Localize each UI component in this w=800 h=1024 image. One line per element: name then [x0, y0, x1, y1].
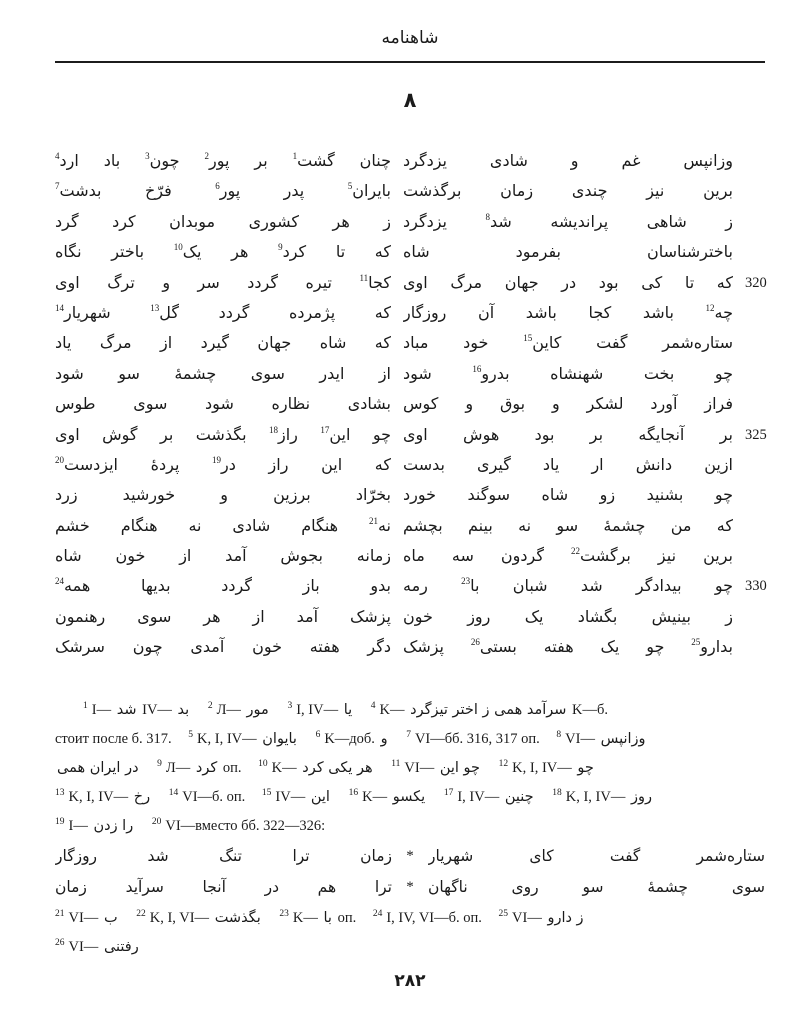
- apparatus-hemistich-left: زمان ترا تنگ شد روزگار: [55, 846, 392, 865]
- verse-number: [745, 237, 767, 267]
- footnote-number: 8: [556, 729, 562, 740]
- apparatus-verse-row: [55, 841, 765, 873]
- apparatus-sigla: K—: [271, 759, 297, 776]
- hemistich-left: چنان گشت$^1$ بر پور$^2$ چون$^3$ باد ارد$^4$: [55, 151, 391, 170]
- apparatus-variant-text: وزانپس: [600, 730, 646, 747]
- footnote-marker: 26: [470, 637, 480, 648]
- apparatus-variant-text: بگذشت: [214, 909, 261, 926]
- hemistich-right: چه$^{12}$ باشد کجا باشد آن روزگار: [403, 302, 733, 322]
- apparatus-sigla: K, I, IV—: [512, 759, 572, 776]
- verse-row: [55, 389, 765, 419]
- apparatus-variant-text: ب: [103, 909, 118, 926]
- verse-row: [55, 632, 765, 662]
- apparatus-variant-text: ز دارو: [547, 909, 584, 926]
- footnote-number: 15: [261, 787, 272, 798]
- footnote-marker: 20: [55, 454, 64, 465]
- verse-row: [55, 207, 765, 237]
- apparatus-sigla: VI—: [404, 759, 435, 776]
- hemistich-left: بشادی نظاره شود سوی طوس: [55, 394, 391, 414]
- verse-row: [55, 511, 765, 541]
- footnote-line: [55, 696, 765, 725]
- apparatus-variant-text: شد: [116, 701, 137, 718]
- footnote-marker: 1: [292, 151, 298, 161]
- apparatus-sigla: Л—: [165, 759, 191, 776]
- footnote-number: 21: [55, 908, 65, 919]
- verse-rows: [55, 146, 765, 663]
- verse-number: [745, 328, 767, 358]
- footnote-number: 2: [207, 700, 213, 711]
- footnote-number: 9: [157, 758, 162, 769]
- verse-number: [745, 541, 767, 571]
- footnote-marker: 9: [278, 242, 283, 253]
- apparatus-sigla: VI—б. оп.: [182, 788, 246, 805]
- hemistich-left: که شاه جهان گیرد از مرگ یاد: [55, 333, 391, 353]
- apparatus-sigla: K, I, IV—: [197, 730, 257, 747]
- apparatus-variant-text: را زدن: [93, 817, 134, 834]
- footnote-marker: 22: [571, 546, 580, 557]
- hemistich-right: برین نیز چندی زمان برگذشت: [403, 181, 733, 201]
- apparatus-sigla: I—: [91, 701, 112, 718]
- hemistich-right: فراز آورد لشکر و بوق و کوس: [403, 394, 733, 414]
- hemistich-left: که پژمرده گردد گل$^{13}$ شهریار$^{14}$: [55, 302, 391, 322]
- hemistich-left: نه$^{21}$ هنگام شادی نه هنگام خشم: [55, 515, 391, 535]
- apparatus-verse-row: [55, 872, 765, 904]
- footnote-line: [55, 725, 765, 754]
- hemistich-left: از ایدر سوی چشمهٔ سو شود: [55, 363, 391, 383]
- apparatus-sigla: оп.: [222, 759, 242, 776]
- apparatus-sigla: K—: [362, 788, 388, 805]
- footnote-marker: 21: [368, 515, 378, 526]
- apparatus-sigla: I, IV—: [457, 788, 500, 805]
- footnote-marker: 5: [347, 181, 353, 192]
- footnote-number: 19: [55, 816, 65, 827]
- footnote-line: [55, 933, 765, 962]
- apparatus-sigla: K, I, IV—: [68, 788, 129, 805]
- verse-number: [745, 389, 767, 419]
- footnote-number: 20: [151, 816, 162, 827]
- footnote-number: 18: [552, 787, 562, 798]
- hemistich-left: کجا$^{11}$ تیره گردد سر و ترگ اوی: [55, 272, 391, 292]
- hemistich-right: ستاره‌شمر گفت کاین$^{15}$ خود مباد: [403, 333, 733, 353]
- hemistich-right: بر آنجایگه بر بود هوش اوی: [403, 424, 733, 444]
- hemistich-right: چو بخت شهنشاه بدرو$^{16}$ شود: [403, 363, 733, 383]
- hemistich-right: ز شاهی پراندیشه شد$^8$ یزدگرد: [403, 211, 733, 231]
- apparatus-sigla: оп.: [337, 909, 357, 926]
- verse-row: [55, 328, 765, 358]
- apparatus-sigla: K—: [379, 701, 405, 718]
- verse-row: [55, 420, 765, 450]
- apparatus-variant-text: روز: [630, 788, 652, 805]
- footnote-number: 25: [498, 908, 509, 919]
- apparatus-sigla: I—: [68, 817, 88, 834]
- verse-number: 320: [745, 274, 767, 291]
- apparatus-variant-text: هر یکی کرد: [302, 759, 373, 776]
- footnote-marker: 18: [268, 424, 278, 435]
- hemistich-right: ز بینیش بگشاد یک روز خون: [403, 606, 733, 626]
- footnote-number: 12: [498, 758, 509, 769]
- apparatus-sigla: VI—: [68, 938, 99, 955]
- footnote-marker: 23: [461, 576, 471, 587]
- footnote-number: 23: [279, 908, 289, 919]
- hemistich-left: ز هر کشوری موبدان کرد گرد: [55, 211, 391, 231]
- apparatus-variant-text: و: [380, 730, 388, 747]
- footnote-line: [55, 754, 765, 783]
- verse-row: [55, 541, 765, 571]
- verse-number: [745, 450, 767, 480]
- apparatus-sigla: I, IV—: [296, 701, 339, 718]
- apparatus-sigla: Л—: [216, 701, 241, 718]
- hemistich-left: که این راز در$^{19}$ پردهٔ ایزدست$^{20}$: [55, 454, 391, 474]
- hemistich-right: باخترشناسان بفرمود شاه: [403, 242, 733, 262]
- apparatus-variant-text: چو این: [439, 759, 481, 776]
- hemistich-left: چو این$^{17}$ راز$^{18}$ بگذشت بر گوش اوی: [55, 424, 391, 444]
- apparatus-sigla: VI—: [68, 909, 99, 926]
- hemistich-left: بدو باز گردد بدیها همه$^{24}$: [55, 576, 391, 596]
- verse-number: [745, 176, 767, 206]
- footnote-marker: 14: [55, 302, 64, 313]
- footnote-marker: 11: [359, 272, 369, 283]
- apparatus-sigla: VI—: [512, 909, 542, 926]
- apparatus-sigla: K, I, IV—: [565, 788, 626, 805]
- verse-number: [745, 298, 767, 328]
- footnote-marker: 17: [320, 424, 330, 435]
- verse-row: [55, 298, 765, 328]
- footnote-marker: 15: [523, 333, 533, 344]
- footnote-line: [55, 783, 765, 812]
- hemistich-right: وزانپس غم و شادی یزدگرد: [403, 151, 733, 170]
- apparatus-variant-text: در ایران همی: [57, 759, 139, 776]
- hemistich-right: برین نیز برگشت$^{22}$ گردون سه ماه: [403, 546, 733, 566]
- apparatus-variant-text: با: [323, 909, 332, 926]
- footnote-marker: 6: [215, 181, 220, 192]
- footnote-line: [55, 904, 765, 933]
- running-header-title: شاهنامه: [381, 28, 439, 48]
- verse-number: [745, 480, 767, 510]
- hemistich-separator-star: *: [406, 879, 414, 896]
- apparatus-hemistich-right: ستاره‌شمر گفت کای شهریار: [428, 846, 765, 865]
- footnote-marker: 2: [204, 151, 209, 161]
- hemistich-left: دگر هفته خون آمدی چون سرشک: [55, 637, 391, 657]
- verse-row: [55, 571, 765, 601]
- footnote-marker: 12: [705, 302, 715, 313]
- footnote-number: 24: [372, 908, 383, 919]
- footnote-number: 26: [55, 937, 65, 948]
- verse-number: [745, 207, 767, 237]
- verse-row: [55, 359, 765, 389]
- footnote-marker: 19: [212, 454, 222, 465]
- apparatus-sigla: VI—вместо бб. 322—326:: [165, 817, 326, 834]
- footnote-number: 14: [168, 787, 179, 798]
- verse-row: [55, 237, 765, 267]
- footnote-number: 13: [55, 787, 65, 798]
- hemistich-separator-star: *: [406, 847, 414, 864]
- apparatus-sigla: IV—: [275, 788, 306, 805]
- footnote-line: [55, 812, 765, 841]
- apparatus-variant-text: رفتنی: [103, 938, 139, 955]
- hemistich-right: چو بیدادگر شد شبان با$^{23}$ رمه: [403, 576, 733, 596]
- footnote-number: 17: [443, 787, 454, 798]
- hemistich-left: بخرّاد برزین و خورشید زرد: [55, 485, 391, 505]
- hemistich-left: که تا کرد$^9$ هر یک$^{10}$ باختر نگاه: [55, 242, 391, 262]
- hemistich-left: بایران$^5$ پدر پور$^6$ فرّخ بدشت$^7$: [55, 181, 391, 201]
- apparatus-sigla: K—доб.: [324, 730, 375, 747]
- hemistich-right: بدارو$^{25}$ چو یک هفته بستی$^{26}$ پزشک: [403, 637, 733, 657]
- verse-number: [745, 632, 767, 662]
- footnote-number: 11: [391, 758, 401, 769]
- apparatus-variant-text: سرآمد همی ز اختر تیزگرد: [410, 701, 567, 718]
- apparatus-sigla: IV—: [142, 701, 172, 718]
- apparatus-variant-text: یا: [343, 701, 353, 718]
- footnote-number: 16: [348, 787, 359, 798]
- footnote-number: 22: [136, 908, 146, 919]
- hemistich-left: پزشک آمد از هر سوی رهنمون: [55, 606, 391, 626]
- footnote-marker: 16: [472, 363, 482, 374]
- apparatus-variant-text: یکسو: [392, 788, 426, 805]
- apparatus-variant-text: رخ: [133, 788, 151, 805]
- footnote-number: 4: [370, 700, 376, 711]
- hemistich-left: زمانه بجوش آمد از خون شاه: [55, 546, 391, 566]
- verse-number: [745, 602, 767, 632]
- footnote-marker: 8: [485, 211, 490, 222]
- verse-row: [55, 450, 765, 480]
- apparatus-hemistich-right: سوی چشمهٔ سو روی ناگهان: [428, 878, 765, 897]
- footnote-marker: 13: [150, 302, 160, 313]
- verse-number: [745, 146, 767, 176]
- footnote-number: 10: [258, 758, 268, 769]
- hemistich-right: چو بشنید زو شاه سوگند خورد: [403, 485, 733, 505]
- footnote-number: 3: [287, 700, 293, 711]
- apparatus-lines: [55, 696, 765, 962]
- verse-row: [55, 480, 765, 510]
- page-number: ۲۸۲: [394, 970, 426, 991]
- apparatus-variant-text: چو: [577, 759, 594, 776]
- footnote-marker: 4: [55, 151, 60, 161]
- footnote-marker: 3: [145, 151, 150, 161]
- verse-number: 325: [745, 426, 767, 443]
- hemistich-right: که تا کی بود در جهان مرگ اوی: [403, 272, 733, 292]
- hemistich-right: که من چشمهٔ سو نه بینم بچشم: [403, 515, 733, 535]
- verse-row: [55, 602, 765, 632]
- apparatus-variant-text: کرد: [195, 759, 218, 776]
- apparatus-variant-text: چنین: [504, 788, 534, 805]
- apparatus-variant-text: بایوان: [262, 730, 297, 747]
- apparatus-hemistich-left: ترا هم در آنجا سرآید زمان: [55, 878, 392, 897]
- footnote-marker: 25: [691, 637, 701, 648]
- section-number: ٨: [403, 88, 417, 112]
- footnote-marker: 7: [55, 181, 60, 192]
- verse-number: [745, 511, 767, 541]
- apparatus-sigla: VI—: [565, 730, 595, 747]
- header-rule: [55, 61, 765, 63]
- apparatus-variant-text: مور: [246, 701, 269, 718]
- apparatus-sigla: I, IV, VI—б. оп.: [386, 909, 482, 926]
- apparatus-sigla: VI—бб. 316, 317 оп.: [414, 730, 540, 747]
- footnote-number: 1: [83, 700, 88, 711]
- footnote-number: 7: [406, 729, 411, 740]
- verse-row: [55, 176, 765, 206]
- footnote-number: 6: [315, 729, 321, 740]
- apparatus-variant-text: بد: [177, 701, 190, 718]
- footnote-number: 5: [188, 729, 194, 740]
- apparatus-sigla: K—б.: [572, 701, 609, 718]
- hemistich-right: ازین دانش ار یاد گیری بدست: [403, 454, 733, 474]
- footnote-marker: 10: [173, 242, 183, 253]
- verse-row: [55, 146, 765, 176]
- verse-number: 330: [745, 578, 767, 595]
- apparatus-sigla: стоит после б. 317.: [55, 730, 172, 747]
- verse-row: [55, 268, 765, 298]
- apparatus-variant-text: این: [310, 788, 330, 805]
- verse-number: [745, 359, 767, 389]
- apparatus-sigla: K—: [292, 909, 318, 926]
- footnote-marker: 24: [55, 576, 64, 587]
- apparatus-sigla: K, I, VI—: [149, 909, 210, 926]
